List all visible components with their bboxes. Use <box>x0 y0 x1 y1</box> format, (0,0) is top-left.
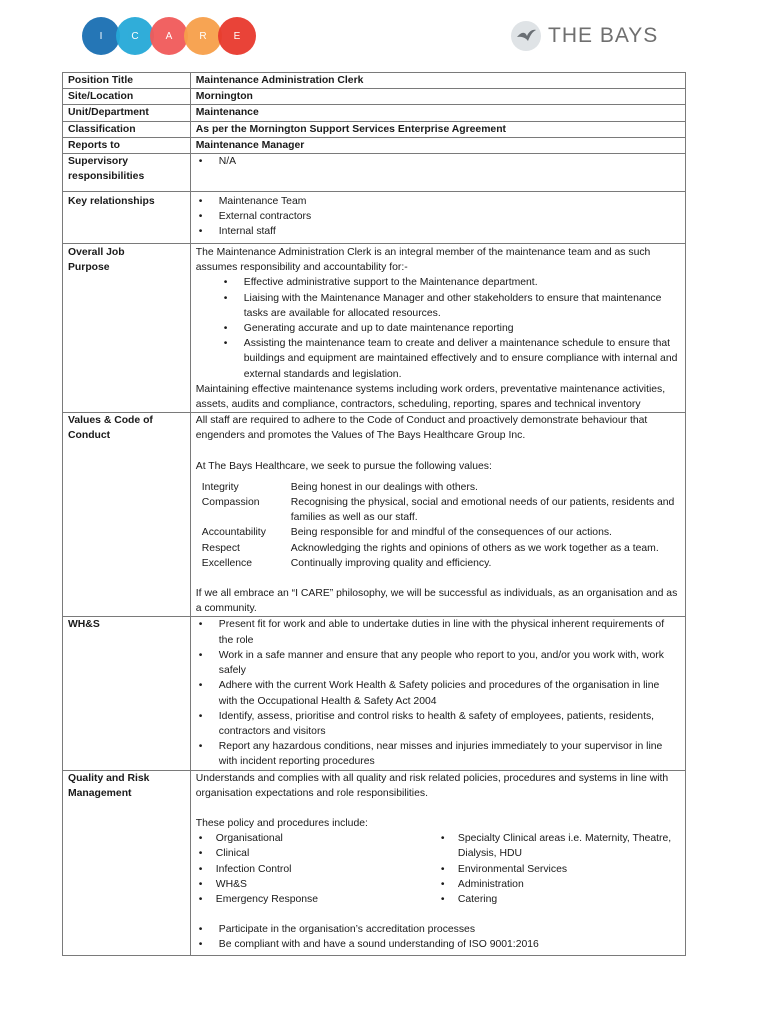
list-item: • Organisational <box>196 831 438 846</box>
value-desc: Continually improving quality and efficiency. <box>290 557 492 569</box>
relationships-list <box>196 194 680 240</box>
row-supervisory <box>63 154 686 192</box>
values-closing: If we all embrace an “I CARE” philosophy, we will be successful as individuals, as an organisation and as a community. <box>195 588 678 615</box>
the-bays-logo <box>510 20 658 52</box>
list-item: • Administration <box>438 877 680 892</box>
purpose-intro: The Maintenance Administration Clerk is an integral member of the maintenance team and as such assumes responsibility and accountability for:- <box>195 247 651 274</box>
label-position-title: Position Title <box>63 73 191 89</box>
label-supervisory: Supervisory responsibilities <box>63 154 191 192</box>
label-classification: Classification <box>63 121 191 137</box>
label-values <box>63 413 191 617</box>
label-site: Site/Location <box>63 89 191 105</box>
list-item: • Present fit for work and able to undertake duties in line with the physical inherent requirements of the role <box>196 617 680 647</box>
list-item: • Assisting the maintenance team to create and deliver a maintenance schedule to ensure that buildings and equipment are maintained effectively and to ensure compliance with internal and external standards and legislation. <box>221 336 680 382</box>
quality-policies-intro: These policy and procedures include: <box>195 817 368 829</box>
list-item: • WH&S <box>196 877 438 892</box>
icare-circle-e: E <box>218 17 256 55</box>
value-values <box>190 413 685 617</box>
row-classification <box>63 121 686 137</box>
list-item: • Work in a safe manner and ensure that any people who report to you, and/or you work with, work safely <box>196 648 680 678</box>
purpose-list <box>196 275 680 381</box>
policies-columns <box>196 831 680 907</box>
value-site: Mornington <box>190 89 685 105</box>
label-purpose <box>63 244 191 413</box>
purpose-outro: Maintaining effective maintenance systems including work orders, preventative maintenance activities, assets, audits and compliance, contractors, scheduling, reporting, spares and technical inventory <box>195 383 666 411</box>
label-quality-line1: Quality and Risk <box>68 772 150 784</box>
list-item: • External contractors <box>196 209 680 224</box>
icare-circle-i: I <box>82 17 120 55</box>
list-item: • N/A <box>196 154 680 169</box>
icare-circle-r: R <box>184 17 222 55</box>
list-item: • Infection Control <box>196 862 438 877</box>
values-list <box>202 480 680 571</box>
row-values <box>63 413 686 617</box>
label-values-line1: Values & Code of <box>68 415 153 427</box>
value-purpose <box>190 244 685 413</box>
list-item: • Generating accurate and up to date maintenance reporting <box>221 321 680 336</box>
position-description-table <box>62 72 686 956</box>
row-purpose <box>63 244 686 413</box>
values-intro: All staff are required to adhere to the Code of Conduct and proactively demonstrate behaviour that engenders and promotes the Values of The Bays Healthcare Group Inc. <box>195 415 648 442</box>
row-whs <box>63 617 686 770</box>
list-item: • Report any hazardous conditions, near misses and injuries immediately to your supervisor in line with incident reporting procedures <box>196 739 680 769</box>
row-key-relationships <box>63 192 686 244</box>
values-pursue: At The Bays Healthcare, we seek to pursue the following values: <box>195 460 492 472</box>
list-item: • Clinical <box>196 846 438 861</box>
value-desc: Recognising the physical, social and emotional needs of our patients, residents and families as well as our staff. <box>290 497 675 524</box>
policies-right-list <box>438 831 680 907</box>
list-item: • Catering <box>438 892 680 907</box>
row-reports-to <box>63 137 686 153</box>
label-unit: Unit/Department <box>63 105 191 121</box>
value-reports-to: Maintenance Manager <box>190 137 685 153</box>
value-name: Accountability <box>201 527 266 539</box>
value-desc: Acknowledging the rights and opinions of others as we work together as a team. <box>290 542 659 554</box>
label-key-relationships: Key relationships <box>63 192 191 244</box>
row-site <box>63 89 686 105</box>
quality-bottom-list <box>196 922 680 952</box>
whs-list <box>196 617 680 769</box>
row-position-title <box>63 73 686 89</box>
brand-name: THE BAYS <box>548 24 659 47</box>
list-item: • Internal staff <box>196 224 680 239</box>
bird-icon <box>510 20 542 52</box>
document-header <box>0 0 770 70</box>
row-quality <box>63 770 686 955</box>
list-item: • Liaising with the Maintenance Manager and other stakeholders to ensure that maintenance tasks are available for allocated resources. <box>221 291 680 321</box>
list-item: • Emergency Response <box>196 892 438 907</box>
value-unit: Maintenance <box>190 105 685 121</box>
value-name: Respect <box>201 542 240 554</box>
row-unit <box>63 105 686 121</box>
icare-circle-a: A <box>150 17 188 55</box>
label-purpose-line2: Purpose <box>68 262 110 274</box>
list-item: • Specialty Clinical areas i.e. Maternity, Theatre, Dialysis, HDU <box>438 831 680 861</box>
value-position-title: Maintenance Administration Clerk <box>190 73 685 89</box>
label-values-line2: Conduct <box>68 430 111 442</box>
list-item: • Participate in the organisation’s accreditation processes <box>196 922 680 937</box>
list-item: • Identify, assess, prioritise and control risks to health & safety of employees, patients, residents, contractors and visitors <box>196 709 680 739</box>
label-quality-line2: Management <box>68 787 132 799</box>
list-item: • Be compliant with and have a sound understanding of ISO 9001:2016 <box>196 937 680 952</box>
policies-left-list <box>196 831 438 907</box>
list-item: • Adhere with the current Work Health & Safety policies and procedures of the organisation in line with the Occupational Health & Safety Act 2004 <box>196 678 680 708</box>
value-quality <box>190 770 685 955</box>
label-purpose-line1: Overall Job <box>68 247 125 259</box>
list-item: • Environmental Services <box>438 862 680 877</box>
value-classification: As per the Mornington Support Services Enterprise Agreement <box>190 121 685 137</box>
supervisory-list <box>196 154 680 169</box>
icare-circle-c: C <box>116 17 154 55</box>
quality-intro: Understands and complies with all quality and risk related policies, procedures and systems in line with organisation expectations and role responsibilities. <box>195 772 669 799</box>
policies-left <box>196 831 438 907</box>
list-item: • Maintenance Team <box>196 194 680 209</box>
list-item: • Effective administrative support to the Maintenance department. <box>221 275 680 290</box>
value-name: Compassion <box>201 497 260 509</box>
label-reports-to: Reports to <box>63 137 191 153</box>
value-desc: Being responsible for and mindful of the consequences of our actions. <box>290 527 612 539</box>
label-whs: WH&S <box>63 617 191 770</box>
value-supervisory <box>190 154 685 192</box>
value-desc: Being honest in our dealings with others. <box>290 481 478 493</box>
policies-right <box>438 831 680 907</box>
value-name: Integrity <box>201 481 239 493</box>
value-key-relationships <box>190 192 685 244</box>
value-whs <box>190 617 685 770</box>
value-name: Excellence <box>201 557 253 569</box>
label-quality <box>63 770 191 955</box>
